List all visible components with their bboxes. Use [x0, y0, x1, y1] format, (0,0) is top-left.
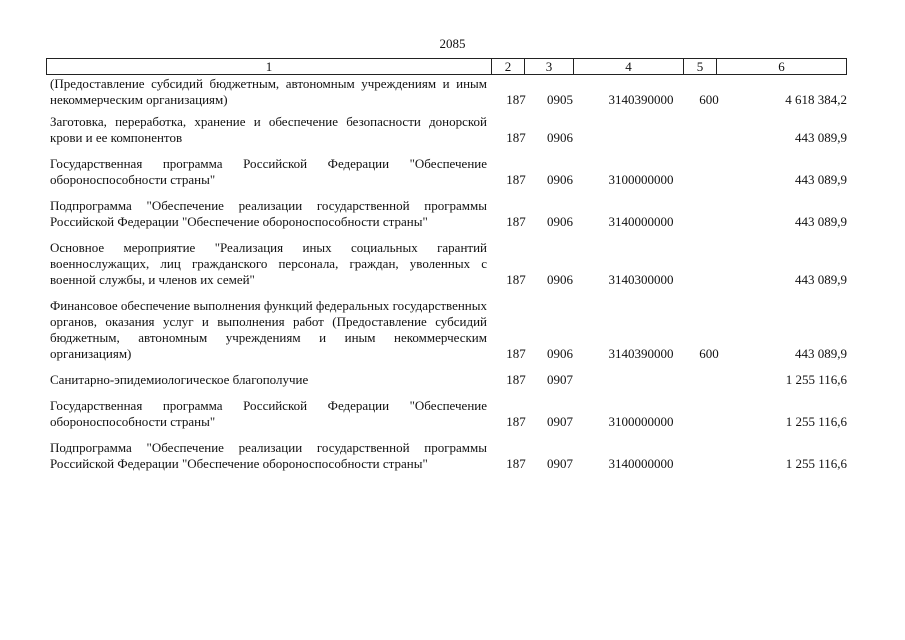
row-section: 0907: [547, 414, 573, 429]
row-target: 3140000000: [608, 214, 674, 229]
row-target: 3100000000: [608, 414, 674, 429]
row-ministry: 187: [506, 346, 526, 361]
row-amount: 443 089,9: [795, 346, 847, 361]
table-row: [50, 298, 847, 362]
row-section: 0905: [547, 92, 573, 107]
row-section: 0906: [547, 130, 573, 145]
row-amount: 1 255 116,6: [785, 372, 847, 387]
row-amount: 1 255 116,6: [785, 414, 847, 429]
row-section: 0906: [547, 172, 573, 187]
row-name: Заготовка, переработка, хранение и обеспечение безопасности донорской крови и ее компонентов: [50, 114, 487, 145]
table-row: [50, 240, 847, 288]
row-name: Санитарно-эпидемиологическое благополучие: [50, 372, 309, 387]
row-ministry: 187: [506, 272, 526, 287]
row-target: 3140300000: [608, 272, 674, 287]
row-section: 0906: [547, 346, 573, 361]
row-section: 0906: [547, 214, 573, 229]
header-col-4: 4: [574, 59, 684, 74]
row-section: 0906: [547, 272, 573, 287]
header-col-1: 1: [47, 59, 492, 74]
row-name: (Предоставление субсидий бюджетным, автономным учреждениям и иным некоммерческим организациям): [50, 76, 487, 107]
header-col-2: 2: [492, 59, 525, 74]
row-amount: 4 618 384,2: [785, 92, 847, 107]
row-expense: 600: [699, 346, 719, 361]
row-ministry: 187: [506, 92, 526, 107]
table-body: [50, 76, 847, 482]
row-target: 3100000000: [608, 172, 674, 187]
table-row: [50, 198, 847, 230]
row-ministry: 187: [506, 130, 526, 145]
row-amount: 443 089,9: [795, 172, 847, 187]
table-row: [50, 440, 847, 472]
table-row: [50, 76, 847, 108]
row-ministry: 187: [506, 456, 526, 471]
page-number: 2085: [439, 36, 466, 51]
row-ministry: 187: [506, 172, 526, 187]
row-section: 0907: [547, 372, 573, 387]
row-expense: 600: [699, 92, 719, 107]
row-name: Подпрограмма "Обеспечение реализации государственной программы Российской Федерации "Обеспечение обороноспособности страны": [50, 198, 487, 229]
row-name: Государственная программа Российской Федерации "Обеспечение обороноспособности страны": [50, 156, 487, 187]
row-amount: 443 089,9: [795, 272, 847, 287]
table-row: [50, 372, 847, 388]
row-amount: 443 089,9: [795, 130, 847, 145]
row-ministry: 187: [506, 214, 526, 229]
header-col-6: 6: [778, 59, 785, 74]
row-section: 0907: [547, 456, 573, 471]
row-name: Основное мероприятие "Реализация иных социальных гарантий военнослужащих, лиц гражданского персонала, граждан, уволенных с военной службы, и членов их семей": [50, 240, 487, 287]
header-col-5: 5: [684, 59, 717, 74]
row-ministry: 187: [506, 372, 526, 387]
row-target: 3140390000: [608, 92, 674, 107]
table-row: [50, 398, 847, 430]
row-name: Государственная программа Российской Федерации "Обеспечение обороноспособности страны": [50, 398, 487, 429]
row-target: 3140390000: [608, 346, 674, 361]
table-header: [46, 58, 847, 75]
header-col-3: 3: [525, 59, 574, 74]
row-name: Финансовое обеспечение выполнения функций федеральных государственных органов, оказания услуг и выполнения работ (Предоставление субсидий бюджетным, автономным учреждениям и иным некоммерческим организациям): [50, 298, 487, 361]
table-row: [50, 156, 847, 188]
row-name: Подпрограмма "Обеспечение реализации государственной программы Российской Федерации "Обеспечение обороноспособности страны": [50, 440, 487, 471]
row-target: 3140000000: [608, 456, 674, 471]
row-ministry: 187: [506, 414, 526, 429]
row-amount: 1 255 116,6: [785, 456, 847, 471]
row-amount: 443 089,9: [795, 214, 847, 229]
table-row: [50, 114, 847, 146]
